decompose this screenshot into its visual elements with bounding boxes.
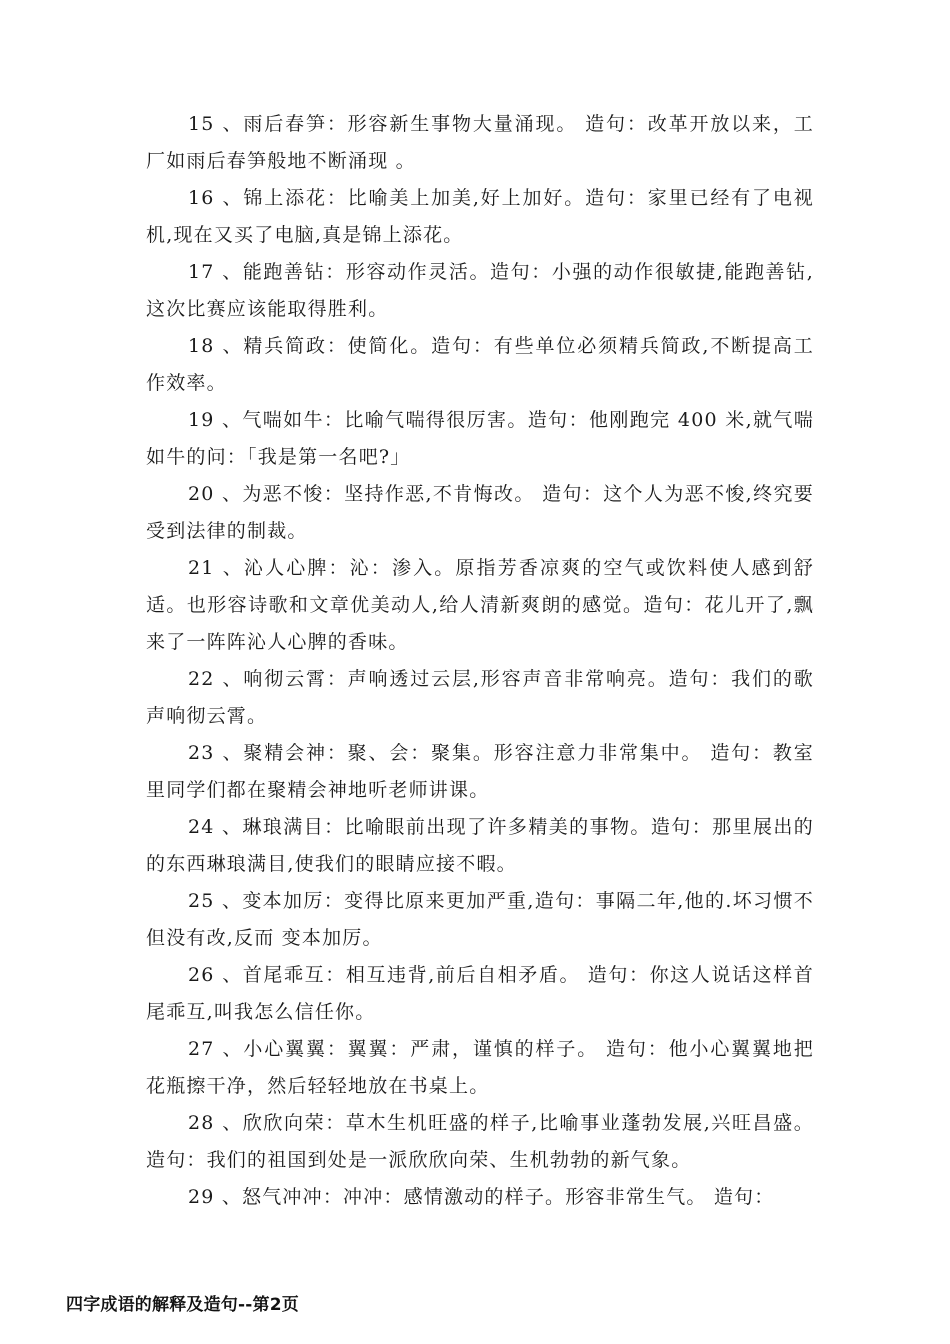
idiom-entry-19: 19 、气喘如牛：比喻气喘得很厉害。造句：他刚跑完 400 米,就气喘如牛的问：「我是第一名吧?」 [146,409,814,468]
idiom-entry-28: 28 、欣欣向荣：草木生机旺盛的样子,比喻事业蓬勃发展,兴旺昌盛。造句：我们的祖国到处是一派欣欣向荣、生机勃勃的新气象。 [146,1112,814,1171]
idiom-entry-21: 21 、沁人心脾：沁：渗入。原指芳香凉爽的空气或饮料使人感到舒适。也形容诗歌和文章优美动人,给人清新爽朗的感觉。造句：花儿开了,飘来了一阵阵沁人心脾的香味。 [146,557,814,653]
idiom-entry-17: 17 、能跑善钻：形容动作灵活。造句：小强的动作很敏捷,能跑善钻,这次比赛应该能取得胜利。 [146,261,814,320]
idiom-entry-23: 23 、聚精会神：聚、会：聚集。形容注意力非常集中。 造句：教室里同学们都在聚精会神地听老师讲课。 [146,742,814,801]
idiom-entry-15: 15 、雨后春笋：形容新生事物大量涌现。 造句：改革开放以来，工厂如雨后春笋般地不断涌现 。 [146,113,814,172]
page-footer: 四字成语的解释及造句--第2页 [66,1295,299,1315]
idiom-list [146,106,814,1216]
idiom-entry-18: 18 、精兵简政：使简化。造句：有些单位必须精兵简政,不断提高工作效率。 [146,335,814,394]
idiom-entry-20: 20 、为恶不悛：坚持作恶,不肯悔改。 造句：这个人为恶不悛,终究要受到法律的制裁。 [146,483,814,542]
idiom-entry-29: 29 、怒气冲冲：冲冲：感情激动的样子。形容非常生气。 造句： [188,1186,775,1208]
idiom-entry-26: 26 、首尾乖互：相互违背,前后自相矛盾。 造句：你这人说话这样首尾乖互,叫我怎么信任你。 [146,964,814,1023]
idiom-entry-27: 27 、小心翼翼：翼翼：严肃，谨慎的样子。 造句：他小心翼翼地把花瓶擦干净，然后轻轻地放在书桌上。 [146,1038,814,1097]
idiom-entry-24: 24 、琳琅满目：比喻眼前出现了许多精美的事物。造句：那里展出的的东西琳琅满目,使我们的眼睛应接不暇。 [146,816,814,875]
idiom-entry-25: 25 、变本加厉：变得比原来更加严重,造句：事隔二年,他的.坏习惯不但没有改,反而 变本加厉。 [146,890,814,949]
idiom-entry-22: 22 、响彻云霄：声响透过云层,形容声音非常响亮。造句：我们的歌声响彻云霄。 [146,668,814,727]
idiom-entry-16: 16 、锦上添花：比喻美上加美,好上加好。造句：家里已经有了电视机,现在又买了电脑,真是锦上添花。 [146,187,814,246]
